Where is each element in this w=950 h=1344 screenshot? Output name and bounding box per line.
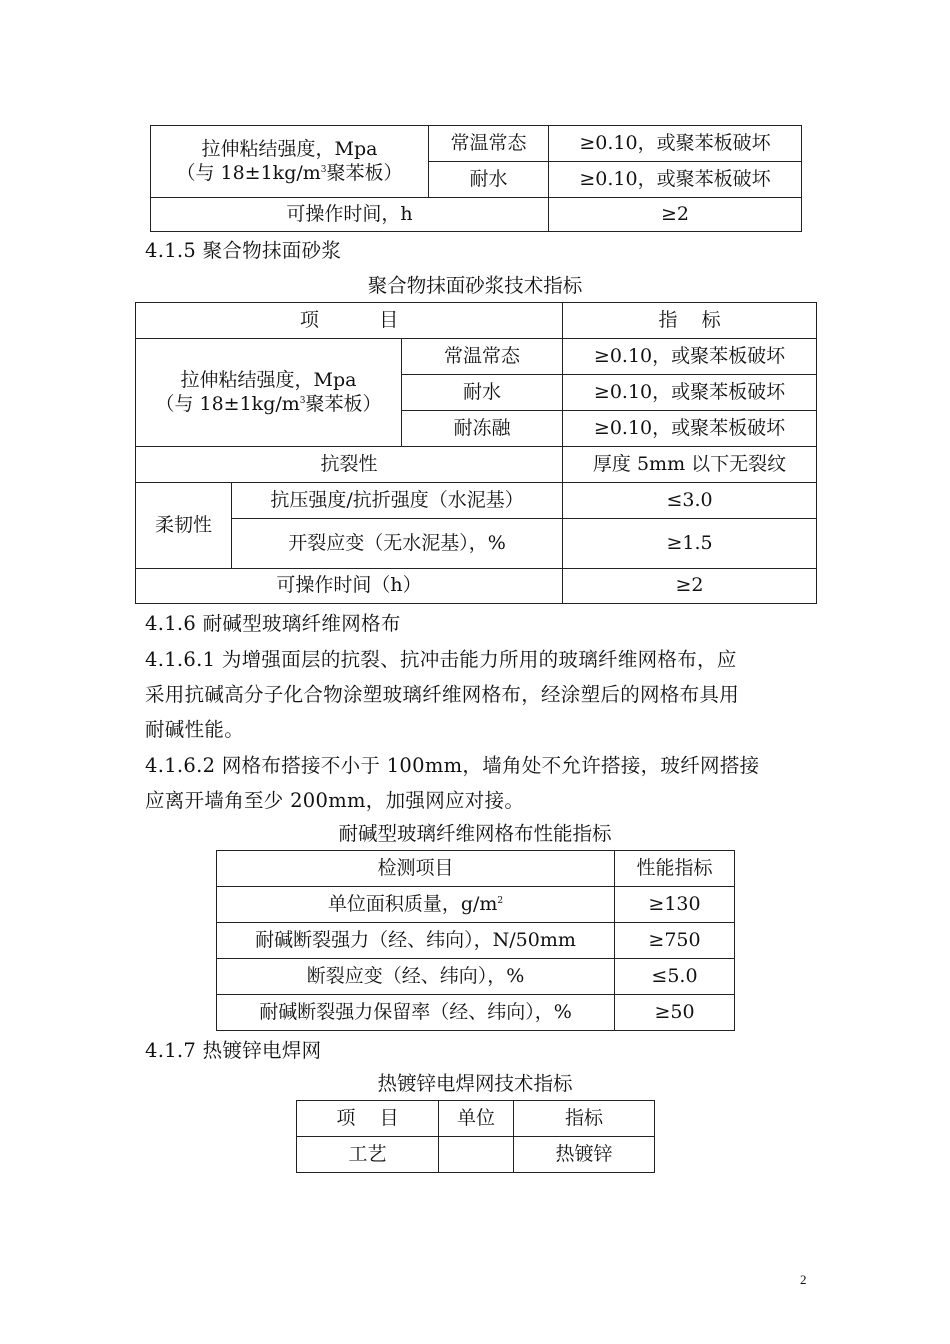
page-number: 2 bbox=[800, 1272, 807, 1287]
row-label: 工艺 bbox=[297, 1137, 439, 1173]
paragraph-4-1-6-1-line-3: 耐碱性能。 bbox=[145, 718, 245, 741]
value-cell: ≥0.10，或聚苯板破坏 bbox=[563, 411, 817, 447]
condition-cell: 耐水 bbox=[429, 162, 549, 198]
operable-time-label: 可操作时间（h） bbox=[136, 569, 563, 604]
value-cell: ≥750 bbox=[615, 923, 735, 959]
header-index: 指标 bbox=[514, 1101, 655, 1137]
condition-cell: 耐水 bbox=[402, 375, 563, 411]
unit-cell bbox=[439, 1137, 514, 1173]
condition-cell: 常温常态 bbox=[402, 339, 563, 375]
flexibility-sub-label: 抗压强度/抗折强度（水泥基） bbox=[232, 483, 563, 519]
paragraph-4-1-6-2-line-2: 应离开墙角至少 200mm，加强网应对接。 bbox=[145, 789, 525, 812]
header-unit: 单位 bbox=[439, 1101, 514, 1137]
value-cell: ≥130 bbox=[615, 887, 735, 923]
table-caption-mortar: 聚合物抹面砂浆技术指标 bbox=[367, 274, 583, 297]
paragraph-4-1-6-1-line-2: 采用抗碱高分子化合物涂塑玻璃纤维网格布，经涂塑后的网格布具用 bbox=[145, 683, 740, 706]
value-cell: ≤5.0 bbox=[615, 959, 735, 995]
weld-mesh-table bbox=[296, 1100, 655, 1173]
row-label: 断裂应变（经、纬向），% bbox=[217, 959, 615, 995]
value-cell: ≥2 bbox=[549, 198, 802, 232]
header-item: 项 目 bbox=[297, 1101, 439, 1137]
crack-resistance-label: 抗裂性 bbox=[136, 447, 563, 483]
section-heading-4-1-6: 4.1.6 耐碱型玻璃纤维网格布 bbox=[145, 612, 401, 635]
header-item: 检测项目 bbox=[217, 851, 615, 887]
header-item: 项 目 bbox=[136, 303, 563, 339]
flexibility-sub-label: 开裂应变（无水泥基），% bbox=[232, 519, 563, 569]
header-index: 性能指标 bbox=[615, 851, 735, 887]
mortar-spec-table bbox=[135, 302, 817, 604]
section-heading-4-1-7: 4.1.7 热镀锌电焊网 bbox=[145, 1039, 322, 1062]
paragraph-4-1-6-1-line-1: 4.1.6.1 为增强面层的抗裂、抗冲击能力所用的玻璃纤维网格布，应 bbox=[145, 648, 737, 671]
paragraph-4-1-6-2-line-1: 4.1.6.2 网格布搭接不小于 100mm，墙角处不允许搭接，玻纤网搭接 bbox=[145, 754, 760, 777]
row-label: 耐碱断裂强力（经、纬向），N/50mm bbox=[217, 923, 615, 959]
bond-strength-label: 拉伸粘结强度，Mpa （与 $18\pm 1kg/m^3$聚苯板） bbox=[151, 126, 429, 198]
value-cell: ≥0.10，或聚苯板破坏 bbox=[549, 162, 802, 198]
header-index: 指 标 bbox=[563, 303, 817, 339]
table-caption-mesh: 耐碱型玻璃纤维网格布性能指标 bbox=[338, 822, 612, 845]
value-cell: ≥0.10，或聚苯板破坏 bbox=[549, 126, 802, 162]
value-cell: ≥1.5 bbox=[563, 519, 817, 569]
value-cell: ≥2 bbox=[563, 569, 817, 604]
row-label: 单位面积质量，$g/m^2$ bbox=[217, 887, 615, 923]
flexibility-label: 柔韧性 bbox=[136, 483, 232, 569]
value-cell: ≥0.10，或聚苯板破坏 bbox=[563, 375, 817, 411]
bond-strength-label: 拉伸粘结强度，Mpa （与 $18\pm 1kg/m^3$聚苯板） bbox=[136, 339, 402, 447]
value-cell: 厚度 5mm 以下无裂纹 bbox=[563, 447, 817, 483]
table-caption-weld-mesh: 热镀锌电焊网技术指标 bbox=[377, 1072, 573, 1095]
bond-strength-table-continued bbox=[150, 125, 802, 232]
value-cell: ≥0.10，或聚苯板破坏 bbox=[563, 339, 817, 375]
section-heading-4-1-5: 4.1.5 聚合物抹面砂浆 bbox=[145, 239, 342, 262]
value-cell: ≤3.0 bbox=[563, 483, 817, 519]
mesh-performance-table bbox=[216, 850, 735, 1031]
value-cell: 热镀锌 bbox=[514, 1137, 655, 1173]
value-cell: ≥50 bbox=[615, 995, 735, 1031]
row-label: 耐碱断裂强力保留率（经、纬向），% bbox=[217, 995, 615, 1031]
operable-time-label: 可操作时间，h bbox=[151, 198, 549, 232]
condition-cell: 常温常态 bbox=[429, 126, 549, 162]
condition-cell: 耐冻融 bbox=[402, 411, 563, 447]
